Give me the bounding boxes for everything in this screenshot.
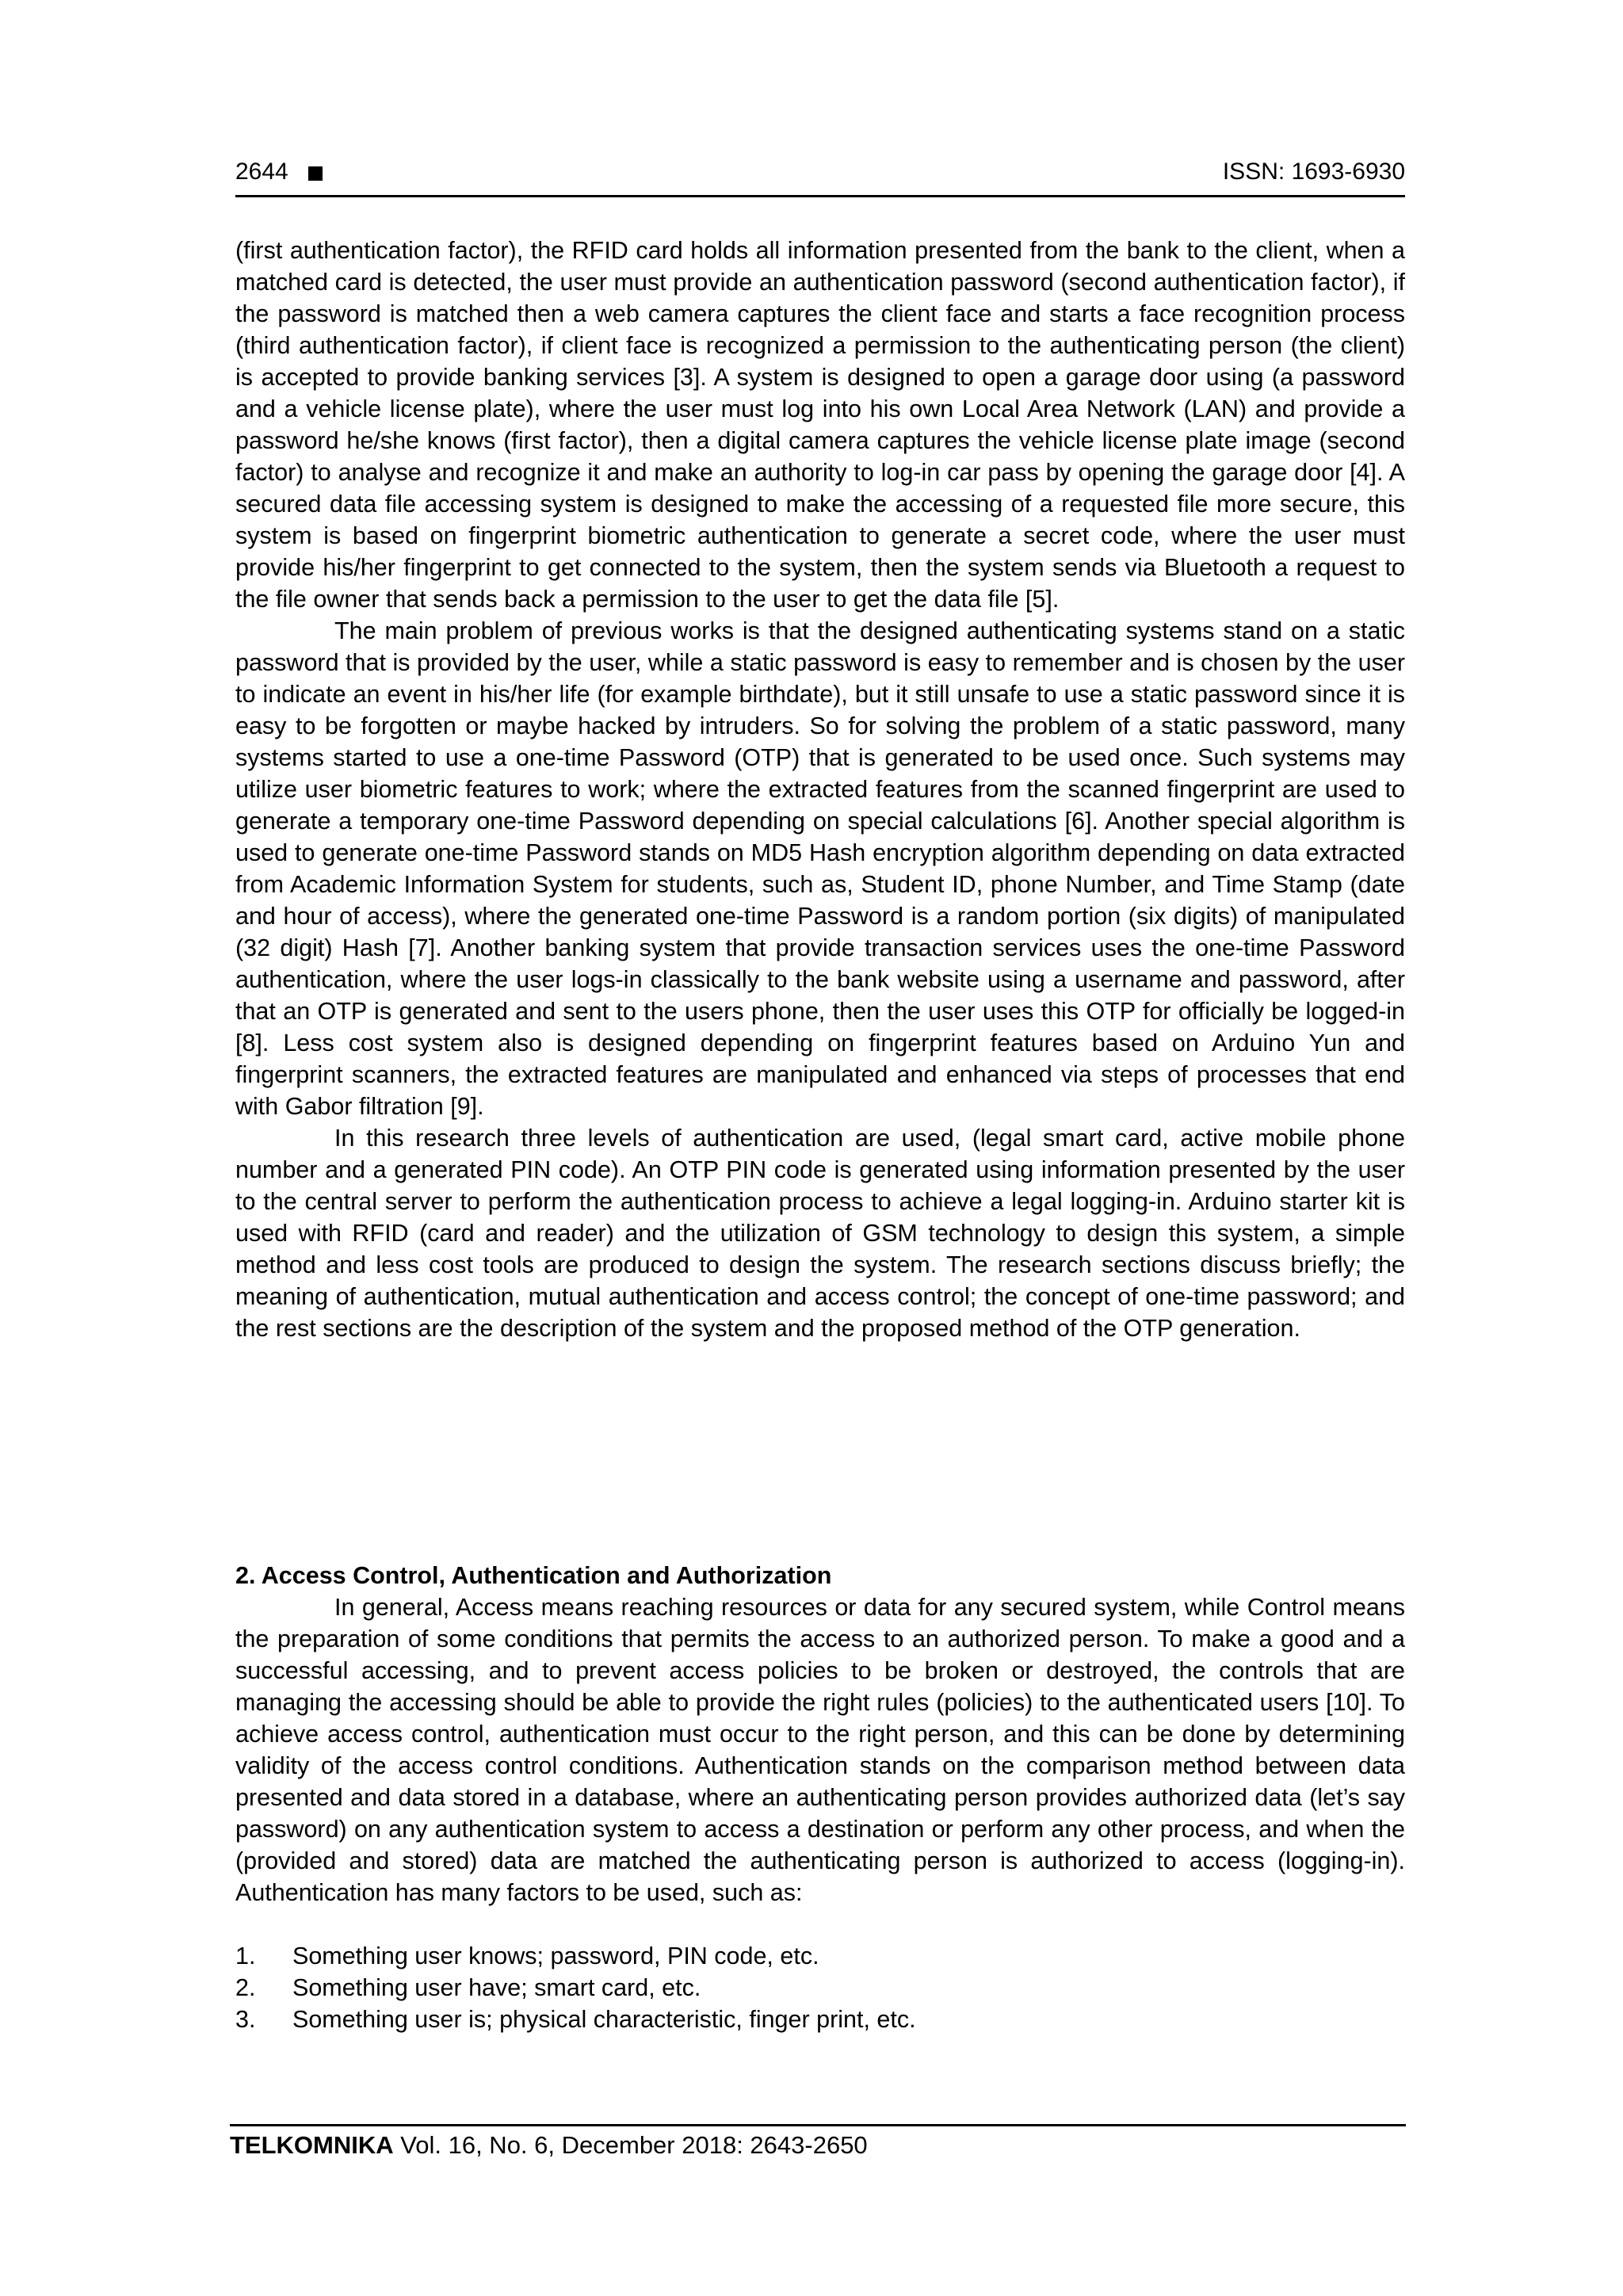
journal-name: TELKOMNIKA — [230, 2131, 394, 2159]
list-item-text: Something user is; physical characteristic, finger print, etc. — [292, 2006, 916, 2033]
list-item-number: 1. — [235, 1943, 256, 1969]
factor-list — [235, 1940, 1405, 2035]
page-header — [235, 157, 1405, 197]
section-body — [235, 1591, 1405, 1908]
page-footer — [230, 2124, 1406, 2160]
paragraph-continuation: (first authentication factor), the RFID card holds all information presented from the bank to the client, when a matched card is detected, the user must provide an authentication password (second authentication factor), if the password is matched then a web camera captures the client face and starts a face recognition process (third authentication factor), if client face is recognized a permission to the authenticating person (the client) is accepted to provide banking services [3]. A system is designed to open a garage door using (a password and a vehicle license plate), where the user must log into his own Local Area Network (LAN) and provide a password he/she knows (first factor), then a digital camera captures the vehicle license plate image (second factor) to analyse and recognize it and make an authority to log-in car pass by opening the garage door [4]. A secured data file accessing system is designed to make the accessing of a requested file more secure, this system is based on fingerprint biometric authentication to generate a secret code, where the user must provide his/her fingerprint to get connected to the system, then the system sends via Bluetooth a request to the file owner that sends back a permission to the user to get the data file [5]. — [235, 237, 1405, 613]
page-number: 2644 — [235, 159, 288, 185]
issn-label: ISSN: 1693-6930 — [1222, 159, 1405, 185]
paragraph-access-control: In general, Access means reaching resources or data for any secured system, while Control means the preparation of some conditions that permits the access to an authorized person. To make a good and a successful accessing, and to prevent access policies to be broken or destroyed, the controls that are managing the accessing should be able to provide the right rules (policies) to the authenticated users [10]. To achieve access control, authentication must occur to the right person, and this can be done by determining validity of the access control conditions. Authentication stands on the comparison method between data presented and data stored in a database, where an authenticating person provides authorized data (let’s say password) on any authentication system to access a destination or perform any other process, and when the (provided and stored) data are matched the authenticating person is authorized to access (logging-in). Authentication has many factors to be used, such as: — [235, 1594, 1405, 1906]
list-item-number: 2. — [235, 1974, 256, 2001]
body-text — [235, 235, 1405, 1344]
paragraph-previous-works: The main problem of previous works is that the designed authenticating systems stand on a static password that is provided by the user, while a static password is easy to remember and is chosen by the user to indicate an event in his/her life (for example birthdate), but it still unsafe to use a static password since it is easy to be forgotten or maybe hacked by intruders. So for solving the problem of a static password, many systems started to use a one-time Password (OTP) that is generated to be used once. Such systems may utilize user biometric features to work; where the extracted features from the scanned fingerprint are used to generate a temporary one-time Password depending on special calculations [6]. Another special algorithm is used to generate one-time Password stands on MD5 Hash encryption algorithm depending on data extracted from Academic Information System for students, such as, Student ID, phone Number, and Time Stamp (date and hour of access), where the generated one-time Password is a random portion (six digits) of manipulated (32 digit) Hash [7]. Another banking system that provide transaction services uses the one-time Password authentication, where the user logs-in classically to the bank website using a username and password, after that an OTP is generated and sent to the users phone, then the user uses this OTP for officially be logged-in [8]. Less cost system also is designed depending on fingerprint features based on Arduino Yun and fingerprint scanners, the extracted features are manipulated and enhanced via steps of processes that end with Gabor filtration [9]. — [235, 617, 1405, 1120]
paragraph-this-research: In this research three levels of authentication are used, (legal smart card, active mobile phone number and a generated PIN code). An OTP PIN code is generated using information presented by the user to the central server to perform the authentication process to achieve a legal logging-in. Arduino starter kit is used with RFID (card and reader) and the utilization of GSM technology to design this system, a simple method and less cost tools are produced to design the system. The research sections discuss briefly; the meaning of authentication, mutual authentication and access control; the concept of one-time password; and the rest sections are the description of the system and the proposed method of the OTP generation. — [235, 1125, 1405, 1342]
list-item — [235, 1972, 1405, 2004]
black-square-icon — [308, 166, 323, 181]
list-item — [235, 2004, 1405, 2035]
list-item — [235, 1940, 1405, 1972]
list-item-number: 3. — [235, 2006, 256, 2033]
section-heading: 2. Access Control, Authentication and Authorization — [235, 1562, 832, 1589]
list-item-text: Something user have; smart card, etc. — [292, 1974, 701, 2001]
journal-citation: Vol. 16, No. 6, December 2018: 2643-2650 — [400, 2131, 868, 2159]
list-item-text: Something user knows; password, PIN code, etc. — [292, 1943, 819, 1969]
